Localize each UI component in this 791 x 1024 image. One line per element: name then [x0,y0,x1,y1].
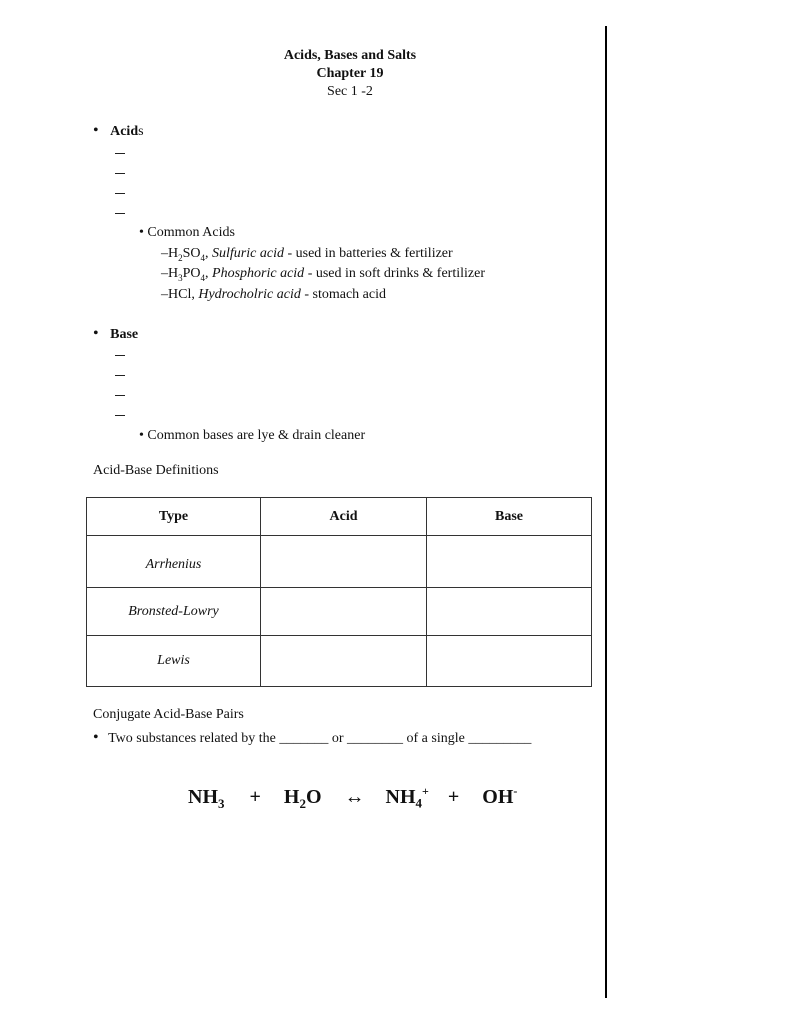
nh3-formula: $NH_3$ [188,785,225,811]
blank-dash [115,355,125,356]
table-row [87,588,592,636]
blank-dash [115,213,125,214]
column-header-acid: Acid [261,498,427,536]
bullet-icon: • [139,428,144,443]
acid-cell[interactable] [261,636,427,687]
common-acids-label [139,224,235,242]
blank-dash [115,415,125,416]
acid-example: $-H_3PO_4$, Phosphoric acid - used in soft drinks & fertilizer [161,266,485,283]
table-row [87,536,592,588]
dash-icon: – [161,266,168,281]
acid-name: Hydrocholric acid [198,287,301,302]
section-label: Sec 1 -2 [327,84,373,99]
base-cell[interactable] [427,536,592,588]
acid-example: –HCl, Hydrocholric acid - stomach acid [161,287,386,302]
chapter-label: Chapter 19 [316,66,384,81]
margin-line [605,26,607,998]
bullet-icon: • [139,225,144,240]
acids-heading [93,122,144,141]
base-cell[interactable] [427,636,592,687]
column-header-base: Base [427,498,592,536]
plus-sign: + [249,785,261,808]
definitions-heading: Acid-Base Definitions [93,463,219,478]
column-header-type: Type [87,498,261,536]
conjugate-heading: Conjugate Acid-Base Pairs [93,707,244,722]
type-cell: Bronsted-Lowry [87,588,261,636]
base-heading [93,325,138,344]
nh4-ion: $NH_4^+$ [385,784,429,811]
acid-name: Sulfuric acid [212,246,284,261]
acids-heading-bold: Acid [110,124,139,139]
acid-cell[interactable] [261,536,427,588]
common-bases-text: Common bases are lye & drain cleaner [147,428,366,443]
dash-icon: – [161,246,168,261]
common-acids-text: Common Acids [147,225,235,240]
acids-heading-rest: s [138,124,144,139]
table-header-row [87,498,592,536]
blank-dash [115,173,125,174]
acid-example: $-H_2SO_4$, Sulfuric acid - used in batteries & fertilizer [161,246,453,263]
conjugate-bullet [93,729,531,748]
plus-sign: + [447,785,460,808]
conjugate-bullet-text: Two substances related by the _______ or ________ of a single _________ [108,731,532,746]
oh-ion: OH- [482,784,518,808]
bullet-icon: • [93,325,99,342]
base-heading-text: Base [110,327,139,342]
blank-dash [115,153,125,154]
equilibrium-arrow-icon: ↔ [344,785,365,808]
chemical-equation [188,784,517,812]
acid-name: Phosphoric acid [212,266,305,281]
h2o-formula: $H_2O$ [283,785,322,811]
definitions-table [86,497,592,687]
blank-dash [115,395,125,396]
bullet-icon: • [93,122,99,139]
type-cell: Lewis [87,636,261,687]
dash-icon: – [161,287,168,302]
type-cell: Arrhenius [87,536,261,588]
blank-dash [115,193,125,194]
common-bases-label [139,427,365,445]
acid-cell[interactable] [261,588,427,636]
table-row [87,636,592,687]
blank-dash [115,375,125,376]
document-title: Acids, Bases and Salts [283,48,417,63]
base-cell[interactable] [427,588,592,636]
bullet-icon: • [93,729,99,746]
